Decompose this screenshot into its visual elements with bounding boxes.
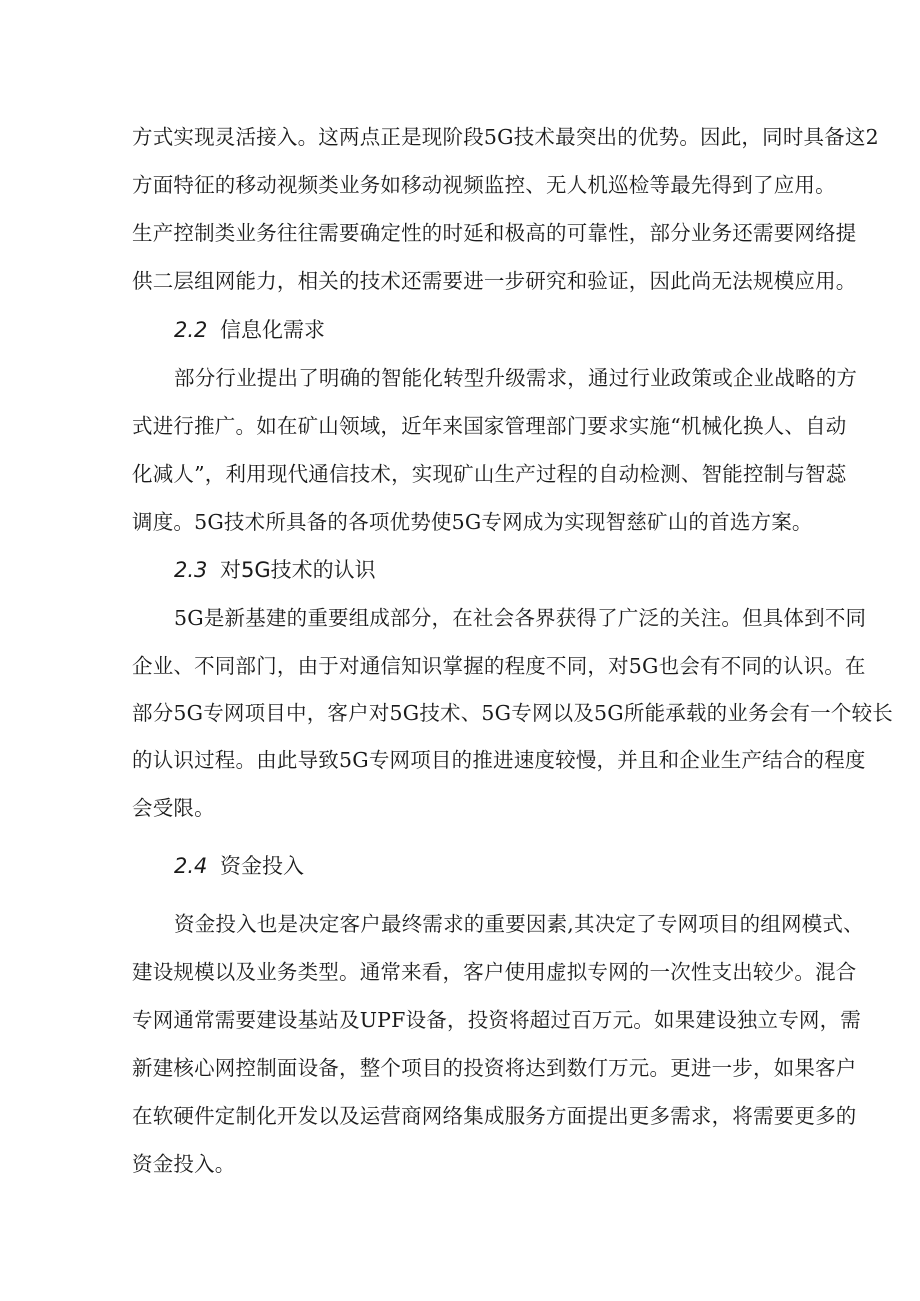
section-heading <box>174 556 376 584</box>
paragraph-line: 专网通常需要建设基站及UPF设备，投资将超过百万元。如果建设独立专网，需 <box>132 1008 861 1032</box>
paragraph-line: 部分5G专网项目中，客户对5G技术、5G专网以及5G所能承载的业务会有一个较长 <box>132 701 893 725</box>
paragraph-line: 5G是新基建的重要组成部分，在社会各界获得了广泛的关注。但具体到不同 <box>174 606 867 630</box>
paragraph-line: 方面特征的移动视频类业务如移动视频监控、无人机巡检等最先得到了应用。 <box>132 173 836 197</box>
paragraph-line: 化减人”，利用现代通信技术，实现矿山生产过程的自动检测、智能控制与智蕊 <box>132 462 847 486</box>
section-number: 2.3 <box>174 558 208 582</box>
paragraph-line: 的认识过程。由此导致5G专网项目的推进速度较慢，并且和企业生产结合的程度 <box>132 748 866 772</box>
paragraph-line: 建设规模以及业务类型。通常来看，客户使用虚拟专网的一次性支出较少。混合 <box>132 960 857 984</box>
section-number: 2.2 <box>174 318 208 342</box>
paragraph-line: 生产控制类业务往往需要确定性的时延和极高的可靠性，部分业务还需要网络提 <box>132 221 857 245</box>
paragraph-line: 在软硬件定制化开发以及运营商网络集成服务方面提出更多需求，将需要更多的 <box>132 1104 857 1128</box>
paragraph-line: 会受限。 <box>132 796 215 820</box>
paragraph-line: 部分行业提出了明确的智能化转型升级需求，通过行业政策或企业战略的方 <box>174 366 858 390</box>
paragraph-line: 式进行推广。如在矿山领域，近年来国家管理部门要求实施“机械化换人、自动 <box>132 414 847 438</box>
section-title: 信息化需求 <box>220 318 325 342</box>
paragraph-line: 资金投入也是决定客户最终需求的重要因素,其决定了专网项目的组网模式、 <box>174 912 864 936</box>
paragraph-line: 资金投入。 <box>132 1152 236 1176</box>
paragraph-line: 新建核心网控制面设备，整个项目的投资将达到数仃万元。更进一步，如果客户 <box>132 1056 857 1080</box>
paragraph-line: 调度。5G技术所具备的各项优势使5G专网成为实现智慈矿山的首选方案。 <box>132 510 813 534</box>
section-heading <box>174 852 304 880</box>
paragraph-line: 方式实现灵活接入。这两点正是现阶段5G技术最突出的优势。因此，同时具备这2 <box>132 125 879 149</box>
section-title: 对5G技术的认识 <box>220 558 376 582</box>
section-heading <box>174 316 325 344</box>
paragraph-line: 供二层组网能力，相关的技术还需要进一步研究和验证，因此尚无法规模应用。 <box>132 269 857 293</box>
section-title: 资金投入 <box>220 854 304 878</box>
paragraph-line: 企业、不同部门，由于对通信知识掌握的程度不同，对5G也会有不同的认识。在 <box>132 654 866 678</box>
section-number: 2.4 <box>174 854 208 878</box>
